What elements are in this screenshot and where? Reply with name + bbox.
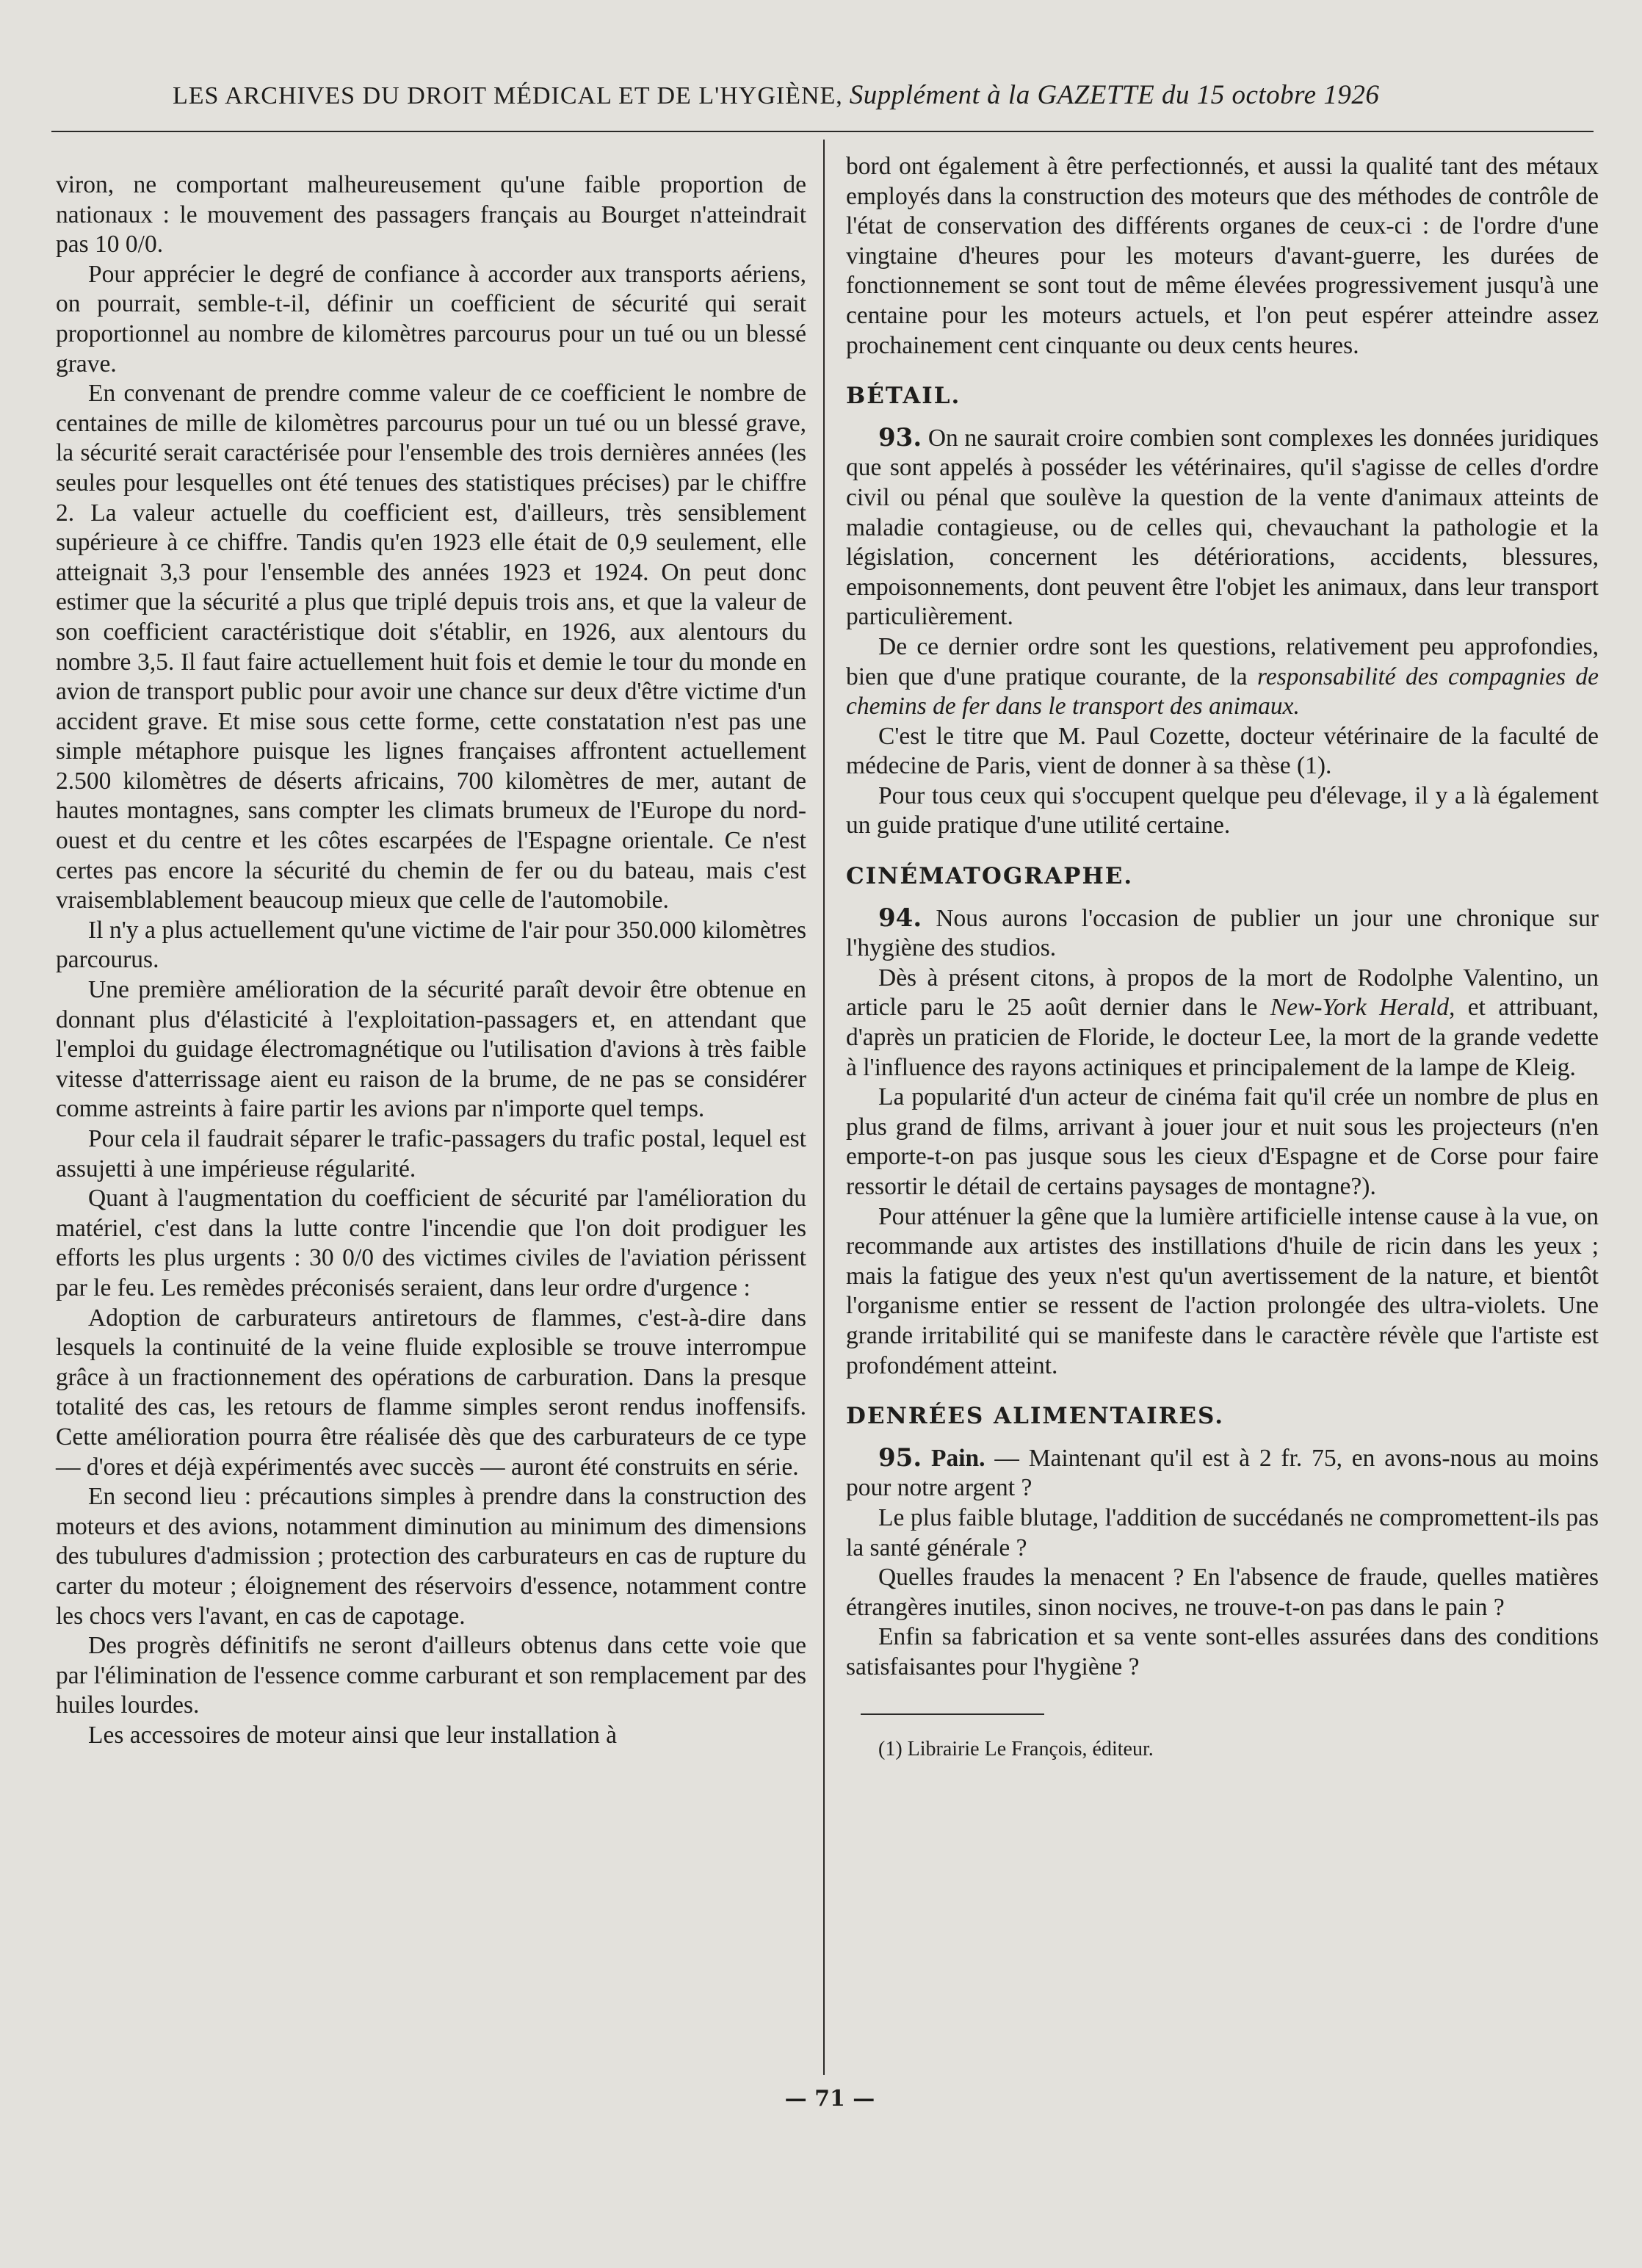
paragraph: En second lieu : précautions simples à prendre dans la construction des moteurs et des avions, notamment diminution au minimum des dimensions des tubulures d'admission ; protection des carburateurs en cas de rupture du carter du moteur ; éloignement des réservoirs d'essence, notamment contre les chocs vers l'avant, en cas de capotage. [56, 1483, 806, 1630]
paragraph-text: De ce dernier ordre sont les questions, relativement peu approfondies, bien que d'une pratique courante, de la [846, 632, 1599, 690]
paragraph [846, 903, 1599, 964]
italic-title: New-York Herald, [1270, 994, 1455, 1022]
paragraph: Le plus faible blutage, l'addition de succédanés ne compromettent-ils pas la santé générale ? [846, 1503, 1599, 1561]
paragraph: Quant à l'augmentation du coefficient de sécurité par l'amélioration du matériel, c'est dans la lutte contre l'incendie que l'on doit prodiguer les efforts les plus urgents : 30 0/0 des victimes civiles de l'aviation périssent par le feu. Les remèdes préconisés seraient, dans leur ordre d'urgence : [56, 1185, 806, 1301]
paragraph: viron, ne comportant malheureusement qu'une faible proportion de nationaux : le mouvement des passagers français au Bourget n'atteindrait pas 10 0/0. [56, 171, 806, 259]
page-number: — 71 — [784, 2086, 875, 2112]
paragraph: C'est le titre que M. Paul Cozette, docteur vétérinaire de la faculté de médecine de Paris, vient de donner à sa thèse (1). [846, 722, 1599, 780]
paragraph: Pour cela il faudrait séparer le trafic-passagers du trafic postal, lequel est assujetti à une impérieuse régularité. [56, 1125, 806, 1182]
header-rule [51, 131, 1594, 132]
paragraph: Pour atténuer la gêne que la lumière artificielle intense cause à la vue, on recommande aux artistes des instillations d'huile de ricin dans les yeux ; mais la fatigue des yeux n'est qu'un avertissement de la nature, et bientôt l'organisme entier se ressent de l'action prolongée des ultra-violets. Une grande irritabilité qui se manifeste dans le caractère révèle que l'artiste est profondément atteint. [846, 1202, 1599, 1379]
left-column [56, 170, 806, 1750]
journal-title: LES ARCHIVES DU DROIT MÉDICAL ET DE L'HYGIÈNE, [173, 82, 843, 109]
paragraph-text: Dès à présent citons, à propos de la mort de Rodolphe Valentino, un article paru le 25 août dernier dans le [846, 964, 1599, 1022]
paragraph: Une première amélioration de la sécurité paraît devoir être obtenue en donnant plus d'élasticité à l'exploitation-passagers et, en attendant que l'emploi du guidage électromagnétique ou l'utilisation d'avions à très faible vitesse d'atterrissage aient eu raison de la brume, de ne pas se considérer comme astreints à faire partir les avions par n'importe quel temps. [56, 976, 806, 1123]
running-header [173, 79, 1509, 111]
section-title-denrees: DENRÉES ALIMENTAIRES. [846, 1403, 1225, 1430]
footnote: (1) Librairie Le François, éditeur. [878, 1737, 1154, 1760]
section-title-betail: BÉTAIL. [846, 383, 961, 410]
supplement-line: Supplément à la GAZETTE du 15 octobre 1926 [849, 80, 1380, 110]
paragraph: Pour tous ceux qui s'occupent quelque peu d'élevage, il y a là également un guide pratique d'une utilité certaine. [846, 781, 1599, 839]
article-number: 93. [878, 422, 922, 452]
paragraph: Il n'y a plus actuellement qu'une victime de l'air pour 350.000 kilomètres parcourus. [56, 916, 806, 974]
paragraph [846, 1443, 1599, 1503]
paragraph: La popularité d'un acteur de cinéma fait qu'il crée un nombre de plus en plus grand de films, arrivant à jouer jour et nuit sous les projecteurs (n'en emporte-t-on pas jusque sous les cieux d'Espagne et de Corse pour faire ressortir le détail de certains paysages de montagne?). [846, 1083, 1599, 1200]
paragraph-text: Nous aurons l'occasion de publier un jour une chronique sur l'hygiène des studios. [846, 904, 1599, 962]
paragraph-text: On ne saurait croire combien sont complexes les données juridiques que sont appelés à posséder les vétérinaires, qu'il s'agisse de celles d'ordre civil ou pénal que soulève la question de la vente d'animaux atteints de maladie contagieuse, ou de celles qui, chevauchant la pathologie et la législation, concernent les détériorations, accidents, blessures, empoisonnements, dont peuvent être l'objet les animaux, dans leur transport particulièrement. [846, 424, 1599, 631]
column-rule [823, 140, 825, 2075]
article-number: 95. [878, 1442, 922, 1473]
paragraph [846, 423, 1599, 632]
paragraph: En convenant de prendre comme valeur de ce coefficient le nombre de centaines de mille de kilomètres parcourus pour un tué ou un blessé grave, la sécurité serait caractérisée pour l'ensemble des trois dernières années (les seules pour lesquelles ont été tenues des statistiques précises) par le chiffre 2. La valeur actuelle du coefficient est, d'ailleurs, très sensiblement supérieure à ce chiffre. Tandis qu'en 1923 elle était de 0,9 seulement, elle atteignait 3,3 pour l'ensemble des années 1923 et 1924. On peut donc estimer que la sécurité a plus que triplé depuis trois ans, et que la valeur de son coefficient caractéristique doit s'établir, en 1926, aux alentours du nombre 3,5. Il faut faire actuellement huit fois et demie le tour du monde en avion de transport public pour avoir une chance sur deux d'être victime d'un accident grave. Et mise sous cette forme, cette constatation n'est pas une simple métaphore puisque les lignes françaises affrontent actuellement 2.500 kilomètres de déserts africains, 700 kilomètres de mer, autant de hautes montagnes, sans compter les climats brumeux de l'Europe du nord-ouest et du centre et les côtes escarpées de l'Espagne orientale. Ce n'est certes pas encore la sécurité du chemin de fer ou du bateau, mais c'est vraisemblablement beaucoup mieux que celle de l'automobile. [56, 380, 806, 914]
paragraph: Quelles fraudes la menacent ? En l'absence de fraude, quelles matières étrangères inutiles, sinon nocives, ne trouve-t-on pas dans le pain ? [846, 1564, 1599, 1621]
paragraph: Adoption de carburateurs antiretours de flammes, c'est-à-dire dans lesquels la continuité de la veine fluide explosible se trouve interrompue grâce à un fractionnement des opérations de carburation. Dans la presque totalité des cas, les retours de flamme simples seront rendus inoffensifs. Cette amélioration pourra être réalisée dès que des carburateurs de ce type — d'ores et déjà expérimentés avec succès — auront été construits en série. [56, 1304, 806, 1481]
section-title-cinema: CINÉMATOGRAPHE. [846, 863, 1134, 890]
article-lead: Pain. [931, 1444, 985, 1472]
italic-title: responsabilité des compagnies de chemins de fer dans le transport des animaux. [846, 662, 1599, 721]
footnote-rule [861, 1713, 1044, 1715]
paragraph-text: — Maintenant qu'il est à 2 fr. 75, en avons-nous au moins pour notre argent ? [846, 1444, 1599, 1502]
paragraph: Les accessoires de moteur ainsi que leur installation à [88, 1721, 618, 1749]
paragraph [846, 632, 1599, 722]
article-number: 94. [878, 903, 922, 933]
right-column [846, 152, 1599, 1762]
paragraph: Des progrès définitifs ne seront d'ailleurs obtenus dans cette voie que par l'élimination de l'essence comme carburant et son remplacement par des huiles lourdes. [56, 1632, 806, 1719]
paragraph [846, 964, 1599, 1083]
paragraph: Enfin sa fabrication et sa vente sont-elles assurées dans des conditions satisfaisantes pour l'hygiène ? [846, 1623, 1599, 1680]
paragraph-text: et attribuant, d'après un praticien de Floride, le docteur Lee, la mort de la grande vedette à l'influence des rayons actiniques et principalement de la lampe de Kleig. [846, 994, 1599, 1081]
paragraph: Pour apprécier le degré de confiance à accorder aux transports aériens, on pourrait, semble-t-il, définir un coefficient de sécurité qui serait proportionnel au nombre de kilomètres parcourus pour un tué ou un blessé grave. [56, 260, 806, 378]
paragraph: bord ont également à être perfectionnés, et aussi la qualité tant des métaux employés dans la construction des moteurs que des méthodes de contrôle de l'état de conservation des différents organes de ceux-ci : de l'ordre d'une vingtaine d'heures pour les moteurs d'avant-guerre, les durées de fonctionnement se sont tout de même élevées progressivement jusqu'à une centaine pour les moteurs actuels, et l'on peut espérer atteindre assez prochainement cent cinquante ou deux cents heures. [846, 153, 1599, 359]
